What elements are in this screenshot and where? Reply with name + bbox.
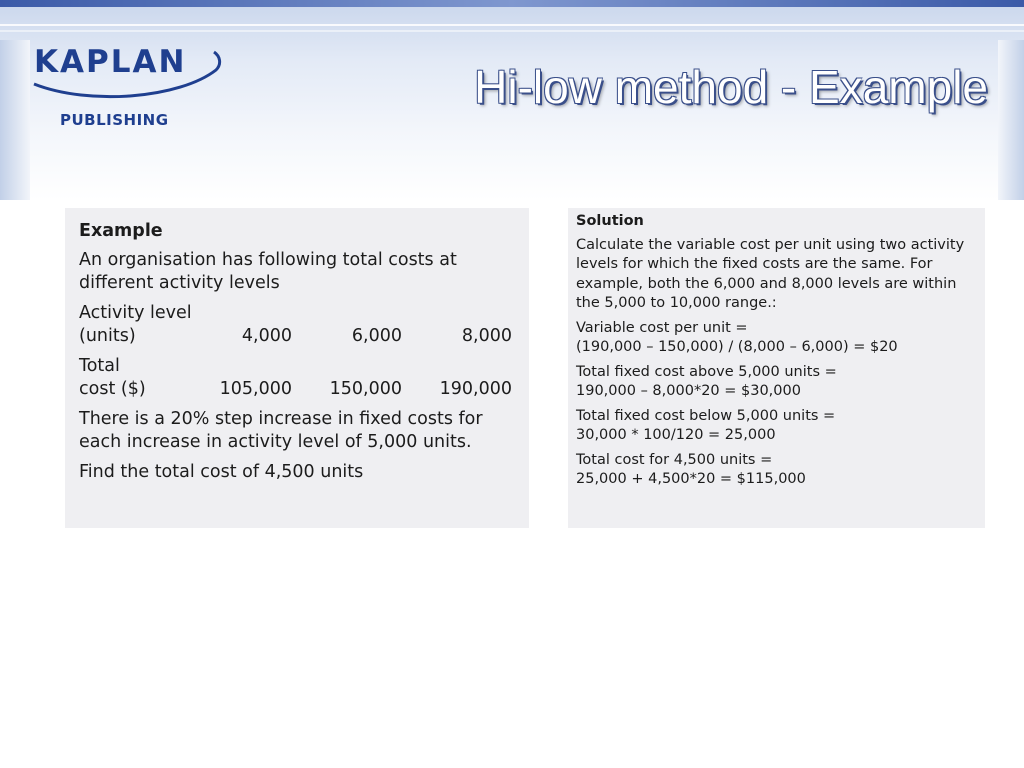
example-question: Find the total cost of 4,500 units xyxy=(79,462,364,482)
step-increase-text: There is a 20% step increase in fixed costs for each increase in activity level of 5,000 units. xyxy=(79,409,483,452)
header-side-left xyxy=(0,40,30,200)
fixed-cost-below-line2: 30,000 * 100/120 = 25,000 xyxy=(576,427,776,443)
fixed-cost-below-step xyxy=(576,407,977,446)
header-stripe-line xyxy=(0,30,1024,32)
fixed-cost-above-step xyxy=(576,363,977,402)
header-stripe-line xyxy=(0,24,1024,26)
logo-subtitle: PUBLISHING xyxy=(60,111,169,129)
logo-wordmark: KAPLAN xyxy=(34,44,187,80)
activity-label-line2: (units) xyxy=(79,326,136,346)
solution-panel xyxy=(568,208,985,528)
cost-value: 190,000 xyxy=(439,379,512,399)
solution-intro: Calculate the variable cost per unit using two activity levels for which the fixed costs are the same. For example, both the 6,000 and 8,000 levels are within the 5,000 to 10,000 range.: xyxy=(576,236,965,311)
total-cost-step xyxy=(576,451,977,490)
cost-value: 105,000 xyxy=(219,379,292,399)
variable-cost-line1: Variable cost per unit = xyxy=(576,319,748,336)
total-cost-row xyxy=(79,355,515,401)
top-stripe xyxy=(0,0,1024,7)
activity-value: 8,000 xyxy=(461,326,512,346)
fixed-cost-above-line2: 190,000 – 8,000*20 = $30,000 xyxy=(576,383,801,399)
total-cost-line1: Total cost for 4,500 units = xyxy=(576,451,773,468)
example-panel xyxy=(65,208,529,528)
activity-label-line1: Activity level xyxy=(79,303,192,323)
kaplan-logo xyxy=(30,36,230,136)
example-intro: An organisation has following total costs at different activity levels xyxy=(79,250,457,293)
total-cost-line2: 25,000 + 4,500*20 = $115,000 xyxy=(576,471,806,487)
cost-value: 150,000 xyxy=(329,379,402,399)
slide-title: Hi-low method - Example xyxy=(474,61,988,113)
variable-cost-step xyxy=(576,319,977,358)
variable-cost-line2: (190,000 – 150,000) / (8,000 – 6,000) = $20 xyxy=(576,339,898,355)
cost-label-line2: cost ($) xyxy=(79,379,146,399)
cost-label-line1: Total xyxy=(79,356,120,376)
activity-value: 6,000 xyxy=(351,326,402,346)
activity-level-row xyxy=(79,302,515,348)
example-heading: Example xyxy=(79,221,163,241)
fixed-cost-above-line1: Total fixed cost above 5,000 units = xyxy=(576,363,837,380)
activity-value: 4,000 xyxy=(241,326,292,346)
header-side-right xyxy=(998,40,1024,200)
solution-heading: Solution xyxy=(576,213,644,229)
fixed-cost-below-line1: Total fixed cost below 5,000 units = xyxy=(576,407,836,424)
